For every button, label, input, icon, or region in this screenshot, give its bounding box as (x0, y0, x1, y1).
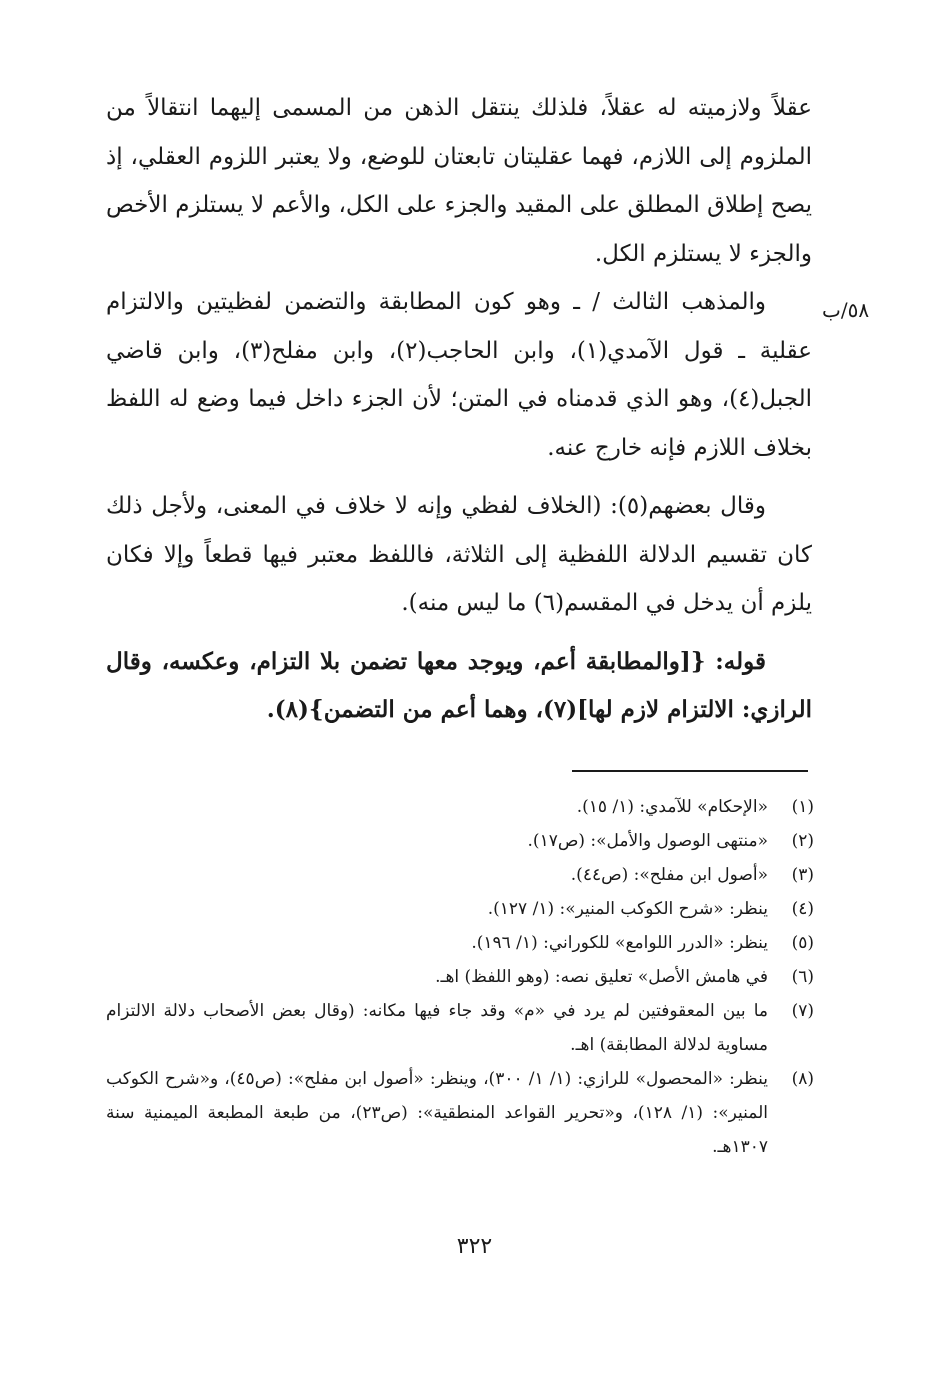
footnote-5 (106, 926, 814, 960)
footnote-number: (٥) (791, 933, 814, 953)
footnote-4 (106, 892, 814, 926)
footnote-number: (٤) (791, 899, 814, 919)
footnote-6 (106, 960, 814, 994)
footnote-3 (106, 858, 814, 892)
footnote-text: «الإحكام» للآمدي: (١/ ١٥). (576, 797, 768, 817)
footnote-number: (٣) (791, 865, 814, 885)
main-text (106, 84, 812, 735)
footnote-text: «أصول ابن مفلح»: (ص٤٤). (570, 865, 768, 885)
footnote-text: «منتهى الوصول والأمل»: (ص١٧). (527, 831, 768, 851)
paragraph-4-quote: قوله: {[والمطابقة أعم، ويوجد معها تضمن بلا التزام، وعكسه، وقال الرازي: الالتزام لازم لها](٧)، وهما أعم من التضمن}(٨). (106, 647, 812, 723)
footnote-separator (572, 770, 808, 772)
footnote-number: (٢) (791, 831, 814, 851)
footnote-2 (106, 824, 814, 858)
paragraph-1: عقلاً ولازميته له عقلاً، فلذلك ينتقل الذهن من المسمى إليهما انتقالاً من الملزوم إلى اللازم، فهما عقليتان تابعتان للوضع، ولا يعتبر اللزوم العقلي، إذ يصح إطلاق المطلق على المقيد والجزء على الكل، والأعم لا يستلزم الأخص والجزء لا يستلزم الكل. (106, 95, 812, 267)
footnote-text: ما بين المعقوفتين لم يرد في «م» وقد جاء فيها مكانه: (وقال بعض الأصحاب دلالة الالتزام مساوية لدلالة المطابقة) اهـ. (106, 1001, 768, 1055)
footnote-number: (٧) (791, 1001, 814, 1021)
footnote-1 (106, 790, 814, 824)
footnote-7 (106, 994, 814, 1062)
footnotes (106, 790, 814, 1164)
paragraph-2: والمذهب الثالث / ـ وهو كون المطابقة والتضمن لفظيتين والالتزام عقلية ـ قول الآمدي(١)، وابن الحاجب(٢)، وابن مفلح(٣)، وابن قاضي الجبل(٤)، وهو الذي قدمناه في المتن؛ لأن الجزء داخل فيما وضع له اللفظ بخلاف اللازم فإنه خارج عنه. (106, 289, 812, 461)
page-number: ٣٢٢ (456, 1234, 493, 1259)
footnote-8 (106, 1062, 814, 1164)
footnote-text: في هامش الأصل» تعليق نصه: (وهو اللفظ) اهـ. (435, 967, 768, 987)
margin-folio-note: ٥٨/ب (822, 298, 870, 322)
footnote-text: ينظر: «الدرر اللوامع» للكوراني: (١/ ١٩٦). (471, 933, 768, 953)
footnote-number: (٨) (791, 1069, 814, 1089)
footnote-text: ينظر: «شرح الكوكب المنير»: (١/ ١٢٧). (487, 899, 768, 919)
footnote-text: ينظر: «المحصول» للرازي: (١/ ١/ ٣٠٠)، وينظر: «أصول ابن مفلح»: (ص٤٥)، و«شرح الكوكب المنير»: (١/ ١٢٨)، و«تحرير القواعد المنطقية»: (ص٢٣)، من طبعة المطبعة الميمنية سنة ١٣٠٧هـ. (106, 1069, 768, 1157)
paragraph-3: وقال بعضهم(٥): (الخلاف لفظي وإنه لا خلاف في المعنى، ولأجل ذلك كان تقسيم الدلالة اللفظية إلى الثلاثة، فاللفظ معتبر فيها قطعاً وإلا فكان يلزم أن يدخل في المقسم(٦) ما ليس منه). (106, 493, 812, 616)
footnote-number: (٦) (791, 967, 814, 987)
footnote-number: (١) (791, 797, 814, 817)
